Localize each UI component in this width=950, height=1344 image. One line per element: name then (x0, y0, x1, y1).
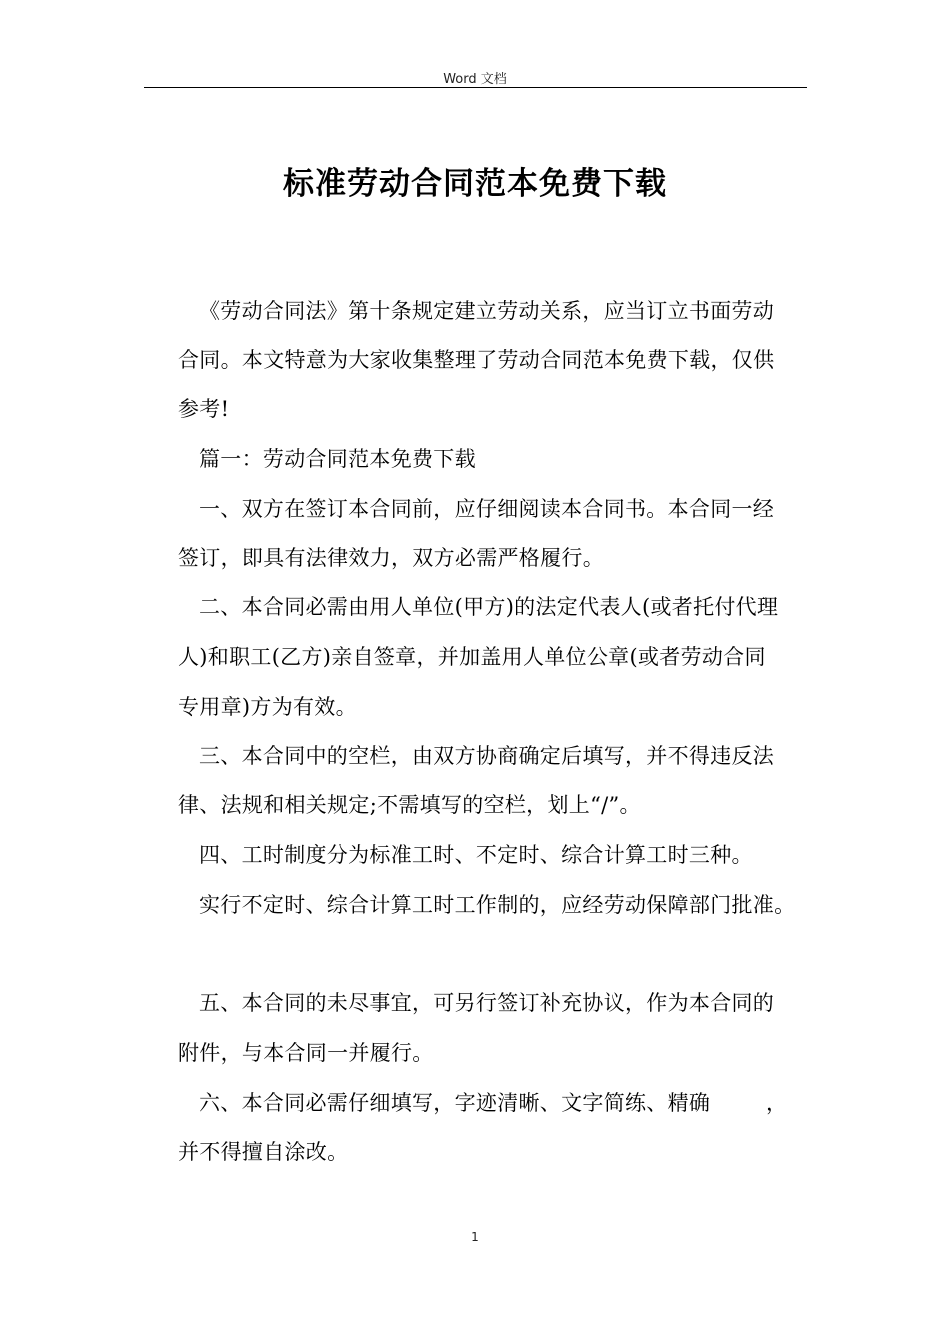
paragraph-line: 实行不定时、综合计算工时工作制的，应经劳动保障部门批准。 (199, 893, 796, 917)
paragraph-line: 一、双方在签订本合同前，应仔细阅读本合同书。本合同一经 (199, 497, 775, 521)
page-number: 1 (471, 1230, 479, 1244)
header-label: Word 文档 (443, 72, 507, 87)
paragraph-line: 并不得擅自涂改。 (178, 1140, 349, 1164)
paragraph-line: 四、工时制度分为标准工时、不定时、综合计算工时三种。 (199, 843, 753, 867)
paragraph-line: 《劳动合同法》第十条规定建立劳动关系，应当订立书面劳动 (199, 299, 775, 323)
paragraph-line: 附件，与本合同一并履行。 (178, 1041, 434, 1065)
paragraph-line: 签订，即具有法律效力，双方必需严格履行。 (178, 546, 604, 570)
paragraph-line: 五、本合同的未尽事宜，可另行签订补充协议，作为本合同的 (199, 991, 775, 1015)
paragraph-line: 三、本合同中的空栏，由双方协商确定后填写，并不得违反法 (199, 744, 775, 768)
paragraph-line: 合同。本文特意为大家收集整理了劳动合同范本免费下载，仅供 (178, 348, 775, 372)
paragraph-line: 参考! (178, 397, 230, 421)
paragraph-line: 六、本合同必需仔细填写，字迹清晰、文字简练、精确 ， (199, 1091, 788, 1115)
paragraph-line: 二、本合同必需由用人单位(甲方)的法定代表人(或者托付代理 (199, 595, 779, 619)
header-divider (144, 87, 807, 88)
paragraph-line: 人)和职工(乙方)亲自签章，并加盖用人单位公章(或者劳动合同 (178, 645, 766, 669)
section-heading: 篇一：劳动合同范本免费下载 (199, 447, 476, 471)
paragraph-line: 专用章)方为有效。 (178, 695, 357, 719)
paragraph-line: 律、法规和相关规定;不需填写的空栏，划上“/”。 (178, 793, 641, 817)
document-title: 标准劳动合同范本免费下载 (283, 166, 667, 202)
